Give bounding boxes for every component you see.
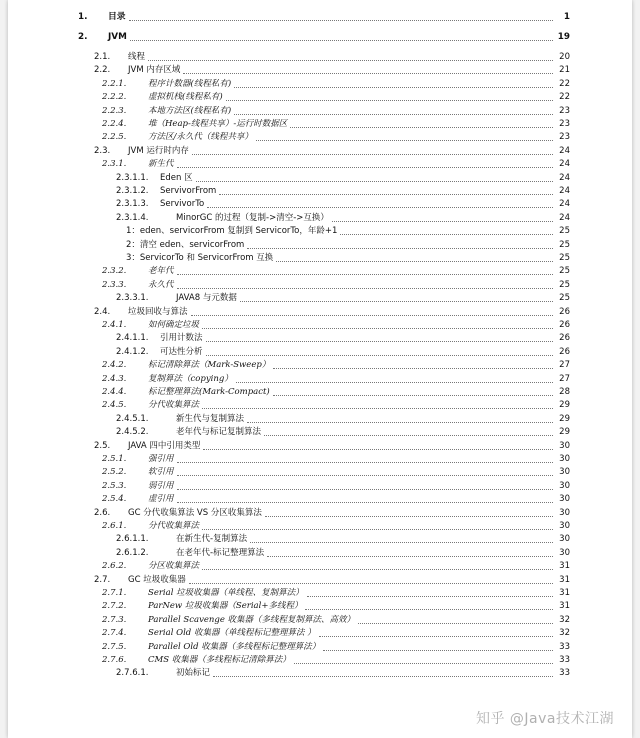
toc-entry-title: 初始标记	[176, 668, 211, 679]
toc-entry-number: 2.4.5.1.	[116, 413, 149, 424]
toc-entry-title: 可达性分析	[160, 346, 203, 357]
toc-entry-title: 方法区/永久代（线程共享）	[148, 132, 253, 143]
toc-entry-title: 3：ServicorTo 和 ServicorFrom 互换	[126, 253, 274, 263]
toc-entry-page: 25	[559, 226, 570, 237]
toc-leader-dots	[332, 220, 553, 222]
toc-entry-title: 新生代与复制算法	[176, 413, 245, 424]
toc-entry[interactable]	[102, 628, 570, 639]
toc-leader-dots	[191, 314, 553, 316]
toc-entry-page: 32	[559, 628, 570, 639]
toc-entry[interactable]	[102, 387, 570, 398]
toc-entry-page: 26	[559, 306, 570, 317]
toc-entry[interactable]	[102, 106, 570, 117]
toc-entry-number: 2.6.2.	[102, 561, 127, 572]
toc-entry[interactable]	[116, 293, 570, 304]
toc-entry-title: Parallel Scavenge 收集器（多线程复制算法、高效）	[148, 614, 356, 625]
document-page	[8, 0, 632, 738]
toc-entry-title: MinorGC 的过程（复制->清空->互换）	[176, 212, 329, 223]
toc-entry[interactable]	[116, 347, 570, 358]
toc-entry-title: 1：eden、servicorFrom 复制到 ServicorTo，年龄+1	[126, 226, 338, 237]
toc-entry[interactable]	[102, 601, 570, 612]
toc-entry-title: JVM 内存区域	[128, 65, 181, 76]
toc-entry-title: 线程	[128, 52, 146, 62]
toc-entry[interactable]	[116, 427, 570, 438]
toc-entry-title: 程序计数器(线程私有)	[148, 78, 232, 89]
toc-entry-title: 弱引用	[148, 480, 174, 491]
toc-entry-page: 23	[559, 119, 570, 129]
toc-leader-dots	[265, 515, 553, 517]
toc-entry-number: 2.5.3.	[102, 480, 127, 491]
toc-leader-dots	[240, 300, 553, 302]
toc-entry-number: 2.4.5.2.	[116, 427, 149, 438]
toc-entry[interactable]	[126, 226, 570, 237]
toc-entry-title: 分区收集算法	[148, 561, 200, 572]
toc-leader-dots	[236, 381, 553, 383]
toc-entry[interactable]	[94, 575, 570, 586]
toc-entry-title: Serial 垃圾收集器（单线程、复制算法）	[148, 588, 304, 598]
toc-entry-title: Eden 区	[160, 172, 193, 183]
toc-leader-dots	[177, 474, 553, 476]
toc-entry-page: 27	[559, 373, 570, 384]
toc-entry-number: 2.7.2.	[102, 601, 127, 612]
toc-entry[interactable]	[102, 481, 570, 492]
toc-entry-title: 软引用	[148, 467, 174, 478]
toc-entry-page: 27	[559, 360, 570, 371]
toc-entry-page: 30	[559, 521, 570, 531]
toc-leader-dots	[294, 662, 553, 664]
toc-entry-title: 新生代	[148, 159, 174, 170]
toc-entry-title: 2：清空 eden、servicorFrom	[126, 239, 245, 250]
toc-entry-page: 25	[559, 253, 570, 263]
toc-entry[interactable]	[102, 280, 570, 291]
toc-leader-dots	[177, 461, 553, 463]
toc-leader-dots	[177, 287, 553, 289]
toc-entry-title: 引用计数法	[160, 333, 203, 344]
toc-entry[interactable]	[102, 360, 570, 371]
toc-entry[interactable]	[94, 307, 570, 318]
toc-entry-page: 26	[559, 333, 570, 344]
toc-leader-dots	[177, 166, 553, 168]
toc-leader-dots	[213, 675, 553, 677]
toc-leader-dots	[207, 206, 553, 208]
toc-leader-dots	[358, 622, 553, 624]
toc-leader-dots	[273, 394, 553, 396]
toc-leader-dots	[267, 555, 553, 557]
toc-entry-page: 20	[559, 52, 570, 62]
toc-leader-dots	[129, 19, 553, 21]
toc-entry-page: 31	[559, 601, 570, 612]
toc-leader-dots	[290, 126, 553, 128]
toc-entry-title: GC 垃圾收集器	[128, 574, 186, 585]
toc-entry-page: 25	[559, 239, 570, 250]
toc-entry-title: 老年代与标记复制算法	[176, 427, 262, 438]
toc-entry-page: 33	[559, 668, 570, 679]
toc-leader-dots	[234, 86, 553, 88]
toc-entry-title: 虚引用	[148, 494, 174, 505]
toc-leader-dots	[250, 541, 553, 543]
toc-entry[interactable]	[102, 561, 570, 572]
toc-entry-page: 30	[559, 440, 570, 451]
toc-entry-number: 2.2.2.	[102, 92, 127, 103]
toc-entry-page: 33	[559, 641, 570, 652]
toc-entry[interactable]	[116, 213, 570, 224]
toc-leader-dots	[206, 340, 553, 342]
toc-entry-page: 28	[559, 387, 570, 397]
toc-entry-title: 在新生代-复制算法	[176, 534, 248, 545]
toc-entry-number: 2.5.1.	[102, 454, 127, 464]
toc-entry[interactable]	[102, 467, 570, 478]
toc-entry-title: 堆（Heap-线程共享）-运行时数据区	[148, 119, 288, 129]
toc-leader-dots	[319, 635, 553, 637]
toc-leader-dots	[177, 273, 553, 275]
toc-entry-title: 目录	[108, 12, 126, 22]
toc-entry-page: 31	[559, 574, 570, 585]
toc-entry-page: 29	[559, 413, 570, 424]
toc-leader-dots	[247, 421, 553, 423]
toc-entry-number: 2.3.	[94, 145, 111, 156]
toc-entry-number: 2.2.4.	[102, 119, 127, 129]
toc-entry[interactable]	[102, 615, 570, 626]
toc-entry-title: 分代收集算法	[148, 400, 200, 411]
toc-entry-number: 2.5.4.	[102, 494, 127, 505]
toc-entry-page: 31	[559, 588, 570, 598]
toc-entry-number: 2.3.1.3.	[116, 199, 149, 210]
toc-leader-dots	[202, 327, 553, 329]
toc-entry-number: 2.6.1.2.	[116, 547, 149, 558]
toc-entry-page: 25	[559, 279, 570, 290]
toc-entry-title: 标记清除算法（Mark-Sweep）	[148, 360, 271, 371]
toc-leader-dots	[130, 39, 553, 41]
toc-entry-number: 2.3.2.	[102, 266, 127, 277]
toc-entry[interactable]	[94, 52, 570, 63]
toc-entry-title: 永久代	[148, 279, 174, 290]
toc-entry-title: 标记整理算法(Mark-Compact)	[148, 387, 270, 397]
toc-entry-number: 2.4.	[94, 306, 111, 317]
toc-entry-title: Serial Old 收集器（单线程标记整理算法 ）	[148, 628, 316, 639]
toc-entry-title: 如何确定垃圾	[148, 320, 200, 330]
toc-leader-dots	[189, 582, 553, 584]
toc-entry[interactable]	[102, 119, 570, 130]
toc-entry-number: 2.7.6.	[102, 655, 127, 665]
toc-entry-title: GC 分代收集算法 VS 分区收集算法	[128, 507, 262, 518]
toc-entry-page: 29	[559, 400, 570, 411]
toc-entry-page: 22	[559, 78, 570, 89]
toc-entry-page: 22	[559, 92, 570, 103]
toc-entry-page: 30	[559, 507, 570, 518]
toc-entry-number: 2.	[78, 32, 88, 42]
toc-leader-dots	[276, 260, 553, 262]
toc-entry[interactable]	[102, 266, 570, 277]
toc-entry-number: 2.3.1.2.	[116, 186, 149, 196]
toc-leader-dots	[202, 568, 553, 570]
toc-entry-title: ServivorTo	[160, 199, 205, 210]
toc-entry-number: 2.2.	[94, 65, 111, 76]
toc-entry-title: 分代收集算法	[148, 521, 200, 531]
toc-entry-number: 2.7.4.	[102, 628, 127, 639]
toc-entry-page: 26	[559, 320, 570, 330]
toc-entry-title: 本地方法区(线程私有)	[148, 105, 232, 116]
toc-entry-page: 30	[559, 547, 570, 558]
toc-entry[interactable]	[94, 146, 570, 157]
toc-entry-page: 25	[559, 293, 570, 304]
toc-entry-number: 2.3.3.	[102, 279, 127, 290]
toc-leader-dots	[226, 99, 553, 101]
toc-entry-number: 2.4.1.	[102, 320, 127, 330]
toc-entry-page: 30	[559, 534, 570, 545]
toc-entry-title: JAVA8 与元数据	[176, 293, 237, 304]
toc-entry[interactable]	[102, 92, 570, 103]
toc-entry-page: 33	[559, 655, 570, 665]
toc-entry-number: 2.4.5.	[102, 400, 127, 411]
toc-entry-page: 24	[559, 172, 570, 183]
toc-entry-page: 23	[559, 132, 570, 143]
toc-entry-number: 2.7.1.	[102, 588, 127, 598]
toc-entry[interactable]	[116, 668, 570, 679]
toc-entry[interactable]	[102, 79, 570, 90]
toc-entry-number: 2.2.3.	[102, 105, 127, 116]
toc-entry-number: 2.7.3.	[102, 614, 127, 625]
toc-entry-number: 2.4.3.	[102, 373, 127, 384]
toc-entry-page: 30	[559, 494, 570, 505]
toc-entry-page: 19	[557, 32, 570, 42]
toc-entry[interactable]	[116, 548, 570, 559]
toc-entry-title: 复制算法（copying）	[148, 373, 233, 384]
toc-leader-dots	[264, 434, 553, 436]
toc-entry-number: 2.7.6.1.	[116, 668, 149, 679]
toc-entry-number: 2.4.2.	[102, 360, 127, 371]
toc-leader-dots	[202, 528, 553, 530]
toc-entry-number: 2.4.1.2.	[116, 346, 149, 357]
toc-entry[interactable]	[94, 508, 570, 519]
toc-entry-number: 2.6.1.1.	[116, 534, 149, 545]
toc-leader-dots	[340, 233, 553, 235]
toc-entry[interactable]	[126, 253, 570, 264]
toc-entry-page: 26	[559, 346, 570, 357]
toc-entry[interactable]	[102, 320, 570, 331]
toc-entry[interactable]	[102, 494, 570, 505]
toc-entry-number: 1.	[78, 12, 88, 22]
toc-entry[interactable]	[116, 199, 570, 210]
toc-entry-page: 24	[559, 145, 570, 156]
toc-entry-title: 在老年代-标记整理算法	[176, 547, 265, 558]
toc-entry-page: 30	[559, 480, 570, 491]
toc-entry-number: 2.2.5.	[102, 132, 127, 143]
toc-leader-dots	[256, 139, 553, 141]
toc-leader-dots	[219, 193, 553, 195]
toc-leader-dots	[234, 113, 553, 115]
toc-entry-number: 2.4.4.	[102, 387, 127, 397]
toc-entry-title: JVM	[108, 32, 127, 42]
toc-entry-number: 2.3.1.1.	[116, 172, 149, 183]
toc-entry-title: JVM 运行时内存	[128, 145, 189, 156]
toc-entry-number: 2.3.1.4.	[116, 212, 149, 223]
toc-entry[interactable]	[78, 32, 570, 43]
toc-leader-dots	[247, 247, 553, 249]
toc-entry-page: 24	[559, 199, 570, 210]
toc-entry-page: 29	[559, 427, 570, 438]
toc-entry[interactable]	[94, 65, 570, 76]
toc-entry[interactable]	[78, 12, 570, 23]
toc-leader-dots	[177, 488, 553, 490]
toc-entry[interactable]	[102, 642, 570, 653]
toc-entry[interactable]	[116, 333, 570, 344]
toc-leader-dots	[196, 180, 553, 182]
toc-entry-title: 虚拟机栈(线程私有)	[148, 92, 223, 103]
toc-leader-dots	[203, 448, 553, 450]
toc-entry-page: 21	[559, 65, 570, 76]
toc-entry-page: 31	[559, 561, 570, 572]
toc-entry-number: 2.3.3.1.	[116, 293, 149, 304]
toc-leader-dots	[148, 59, 553, 61]
toc-entry[interactable]	[126, 240, 570, 251]
toc-entry-number: 2.7.	[94, 574, 111, 585]
toc-entry[interactable]	[116, 414, 570, 425]
toc-leader-dots	[206, 354, 553, 356]
toc-entry[interactable]	[102, 159, 570, 170]
toc-entry[interactable]	[94, 441, 570, 452]
toc-leader-dots	[305, 608, 553, 610]
toc-entry[interactable]	[102, 521, 570, 532]
toc-leader-dots	[202, 407, 553, 409]
toc-entry-page: 1	[563, 12, 570, 22]
toc-entry[interactable]	[116, 186, 570, 197]
toc-entry[interactable]	[116, 534, 570, 545]
toc-entry-title: 垃圾回收与算法	[128, 306, 188, 317]
toc-entry[interactable]	[102, 374, 570, 385]
toc-entry-title: ParNew 垃圾收集器（Serial+多线程）	[148, 601, 303, 612]
toc-entry-page: 30	[559, 467, 570, 478]
toc-entry-number: 2.4.1.1.	[116, 333, 149, 344]
toc-entry-title: 老年代	[148, 266, 174, 277]
toc-leader-dots	[177, 501, 553, 503]
toc-entry-number: 2.6.	[94, 507, 111, 518]
toc-entry[interactable]	[102, 132, 570, 143]
toc-entry-number: 2.7.5.	[102, 641, 127, 652]
toc-entry-number: 2.5.2.	[102, 467, 127, 478]
toc-entry-title: Parallel Old 收集器（多线程标记整理算法）	[148, 641, 321, 652]
toc-leader-dots	[192, 153, 553, 155]
toc-entry-page: 25	[559, 266, 570, 277]
toc-entry-page: 24	[559, 212, 570, 223]
toc-leader-dots	[273, 367, 553, 369]
toc-entry-page: 24	[559, 186, 570, 196]
toc-entry[interactable]	[102, 454, 570, 465]
toc-entry-page: 23	[559, 105, 570, 116]
toc-entry-number: 2.6.1.	[102, 521, 127, 531]
toc-entry-title: JAVA 四中引用类型	[128, 440, 201, 451]
watermark: 知乎 @Java技术江湖	[475, 711, 614, 727]
toc-entry-title: 强引用	[148, 454, 174, 464]
toc-entry-number: 2.2.1.	[102, 78, 127, 89]
toc-entry[interactable]	[102, 588, 570, 599]
toc-entry-title: CMS 收集器（多线程标记清除算法）	[148, 655, 291, 665]
toc-entry-title: ServivorFrom	[160, 186, 217, 196]
toc-leader-dots	[323, 649, 553, 651]
toc-entry-page: 30	[559, 454, 570, 464]
toc-entry[interactable]	[102, 655, 570, 666]
toc-entry[interactable]	[116, 173, 570, 184]
toc-leader-dots	[307, 595, 553, 597]
toc-entry-number: 2.3.1.	[102, 159, 127, 170]
toc-leader-dots	[183, 72, 553, 74]
toc-entry-page: 24	[559, 159, 570, 170]
toc-entry-page: 32	[559, 614, 570, 625]
toc-entry-number: 2.5.	[94, 440, 111, 451]
toc-entry[interactable]	[102, 400, 570, 411]
toc-entry-number: 2.1.	[94, 52, 111, 62]
